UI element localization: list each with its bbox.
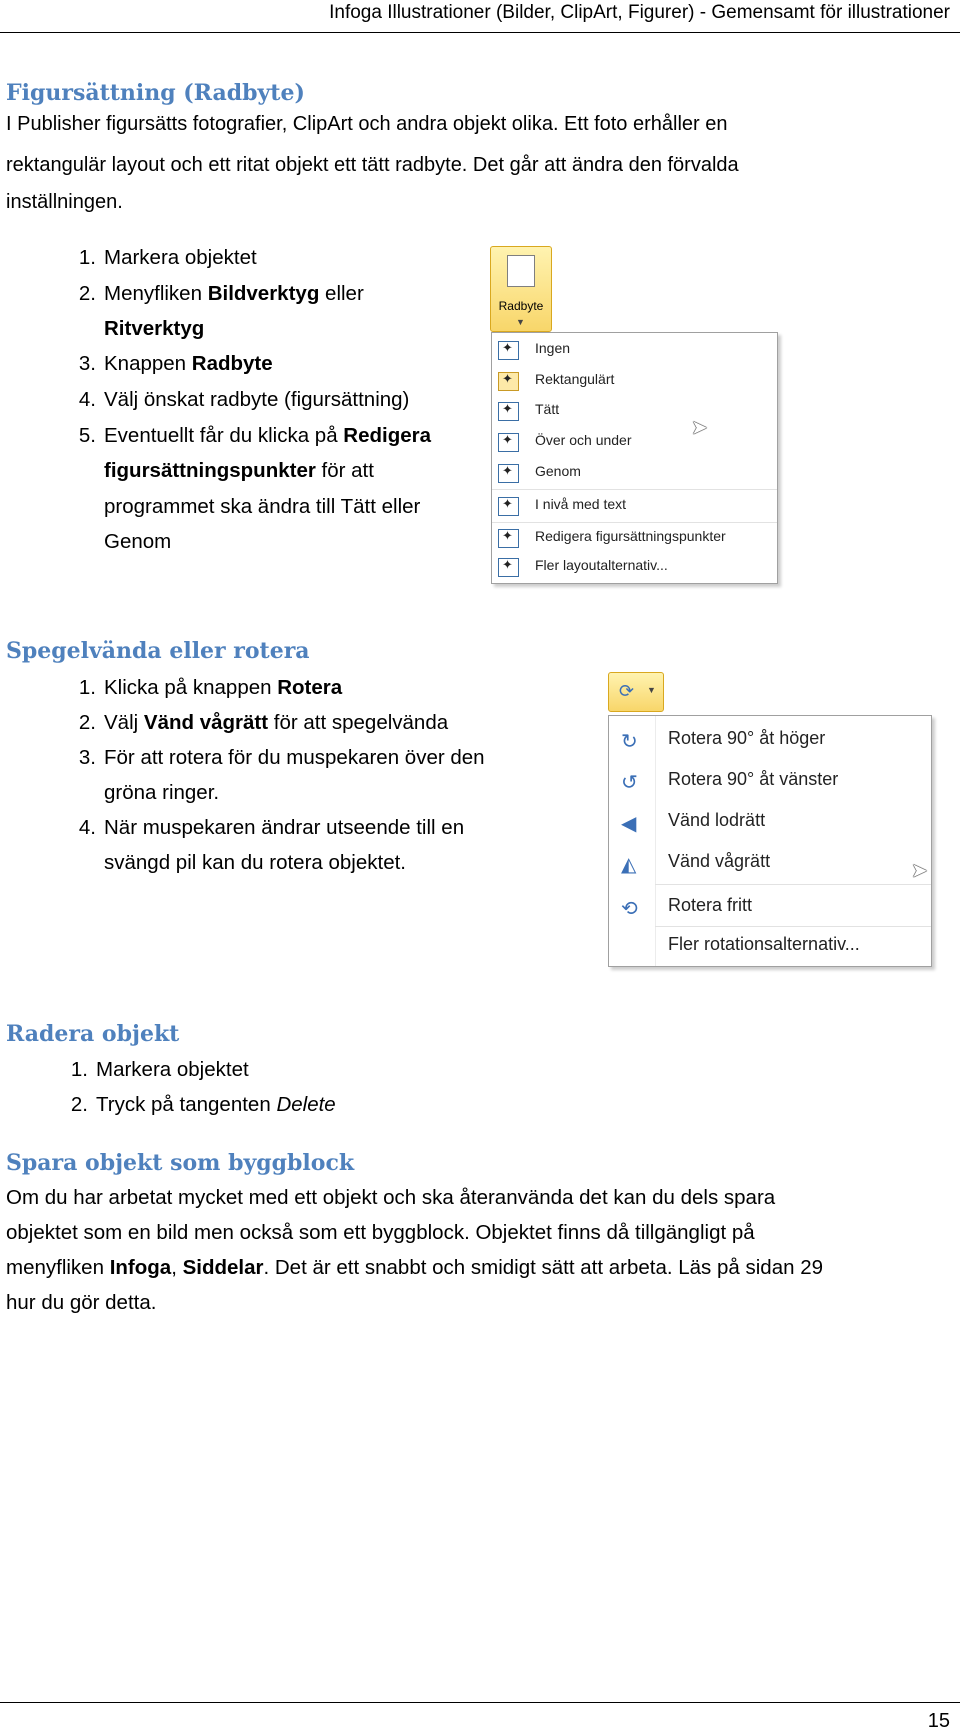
mouse-pointer-icon: ➤ [911,860,928,882]
step-bold: Bildverktyg [207,282,320,305]
save-bold: Infoga [109,1256,172,1279]
menu-item-flip-vertical[interactable] [609,803,931,841]
step-number: 5. [78,424,96,447]
menu-item-label: Genom [535,463,581,479]
menu-item-free-rotate[interactable] [609,888,931,926]
menu-item-label: Vänd vågrätt [668,851,771,871]
save-text: menyfliken [6,1256,110,1279]
menu-item-redigera-figursattningspunkter[interactable] [492,524,777,552]
wrap-step-5-cont-2 [104,489,420,524]
step-number: 1. [78,246,96,269]
menu-item-rotate-right[interactable] [609,721,931,759]
wrap-top-bottom-icon [498,433,519,452]
page-header [0,0,960,34]
step-bold: Redigera [343,424,432,447]
step-text: Välj önskat radbyte (figursättning) [104,388,410,411]
menu-separator [655,884,931,885]
heading-delete: Radera objekt [6,1021,180,1047]
free-rotate-icon: ⟲ [621,898,638,920]
wrap-intro-line-3: inställningen. [6,191,123,213]
step-number: 3. [78,352,96,375]
rotate-step-2 [56,705,448,740]
rotate-dropdown-menu [608,715,932,967]
delete-step-1 [48,1052,249,1087]
menu-separator [492,522,777,523]
menu-item-ingen[interactable] [492,336,777,364]
step-text: programmet ska ändra till Tätt eller [104,495,421,518]
rotate-step-1 [56,670,342,705]
page-number: 15 [927,1710,950,1732]
save-text-line-2: objektet som en bild men också som ett byggblock. Objektet finns då tillgängligt på [6,1221,755,1244]
save-text-line-3 [6,1250,823,1285]
edit-wrap-points-icon [498,529,519,548]
menu-item-tatt[interactable] [492,397,777,425]
menu-item-label: Ingen [535,340,571,356]
header-rule [0,32,960,33]
rotate-menu-screenshot [604,670,938,970]
step-number: 2. [78,282,96,305]
step-bold: Rotera [277,676,343,699]
step-text: eller [319,282,364,305]
wrap-step-2 [56,276,364,311]
delete-step-2 [48,1087,336,1122]
rotate-step-4-cont [104,845,406,880]
wrap-step-5 [56,418,431,453]
step-text: för att spegelvända [268,711,449,734]
mouse-pointer-icon: ➤ [691,417,708,439]
wrap-through-icon [498,464,519,483]
radbyte-button-label: Radbyte [498,299,544,313]
radbyte-button[interactable] [490,246,552,332]
wrap-intro-line-1: I Publisher figursätts fotografier, ClipArt och andra objekt olika. Ett foto erhåller en [6,113,728,135]
menu-item-label: Vänd lodrätt [668,810,766,830]
step-text: Knappen [104,352,192,375]
menu-item-label: Fler layoutalternativ... [535,557,668,573]
step-number: 2. [78,711,96,734]
wrap-step-5-cont-1 [104,453,374,488]
save-text-line-4: hur du gör detta. [6,1291,157,1314]
rotate-button[interactable] [608,672,664,712]
flip-vertical-icon: ◀ [621,813,637,835]
step-text: Menyfliken [104,282,208,305]
wrap-tight-icon [498,402,519,421]
menu-item-label: Fler rotationsalternativ... [668,934,860,954]
step-text: Genom [104,530,172,553]
wrap-menu-screenshot [488,240,778,585]
menu-item-i-niva-med-text[interactable] [492,492,777,520]
step-number: 4. [78,388,96,411]
menu-item-over-och-under[interactable] [492,428,777,456]
wrap-step-3 [56,346,273,381]
save-bold: Siddelar [182,1256,264,1279]
step-number: 1. [78,676,96,699]
save-text: , [171,1256,183,1279]
header-title: Infoga Illustrationer (Bilder, ClipArt, Figurer) - Gemensamt för illustrationer [329,2,950,23]
heading-wrap: Figursättning (Radbyte) [6,80,305,106]
menu-item-label: Rotera fritt [668,895,753,915]
step-text: för att [315,459,374,482]
step-bold: Radbyte [191,352,273,375]
rotate-right-icon: ↻ [621,731,638,753]
step-number: 1. [70,1058,88,1081]
wrap-step-4 [56,382,409,417]
rotate-step-4 [56,810,464,845]
wrap-dropdown-menu [491,332,778,584]
save-text: . Det är ett snabbt och smidigt sätt att arbeta. Läs på sidan 29 [263,1256,824,1279]
step-number: 2. [70,1093,88,1116]
wrap-intro-line-2: rektangulär layout och ett ritat objekt ett tätt radbyte. Det går att ändra den förvalda [6,154,739,176]
step-text: Tryck på tangenten [96,1093,277,1116]
wrap-square-icon [498,372,519,391]
heading-rotate: Spegelvända eller rotera [6,638,310,664]
wrap-step-2-cont [104,311,204,346]
step-text: För att rotera för du muspekaren över den [104,746,485,769]
menu-item-genom[interactable] [492,459,777,487]
menu-item-label: Rotera 90° åt vänster [668,769,839,789]
menu-item-label: I nivå med text [535,496,627,512]
menu-item-rektangulart[interactable] [492,367,777,395]
step-text: Klicka på knappen [104,676,278,699]
menu-item-fler-layoutalternativ[interactable] [492,553,777,581]
step-bold: figursättningspunkter [104,459,316,482]
menu-item-label: Över och under [535,432,632,448]
menu-item-rotate-left[interactable] [609,762,931,800]
menu-item-label: Redigera figursättningspunkter [535,528,726,544]
step-number: 4. [78,816,96,839]
wrap-text-icon [507,255,535,287]
layout-options-icon [498,558,519,577]
step-text: Välj [104,711,144,734]
chevron-down-icon: ▼ [647,685,656,695]
step-text: Eventuellt får du klicka på [104,424,344,447]
step-text: När muspekaren ändrar utseende till en [104,816,465,839]
rotate-icon: ⟳ [619,681,635,701]
menu-item-label: Rotera 90° åt höger [668,728,826,748]
menu-item-label: Rektangulärt [535,371,615,387]
chevron-down-icon: ▼ [516,317,525,327]
wrap-inline-icon [498,497,519,516]
save-text-line-1: Om du har arbetat mycket med ett objekt och ska återanvända det kan du dels spara [6,1186,776,1209]
wrap-step-5-cont-3 [104,524,171,559]
step-text: Markera objektet [104,246,257,269]
step-number: 3. [78,746,96,769]
step-italic: Delete [276,1093,336,1116]
flip-horizontal-icon: ◭ [621,854,637,876]
step-bold: Ritverktyg [104,317,205,340]
menu-item-more-rotation-options[interactable] [609,927,931,965]
step-text: Markera objektet [96,1058,249,1081]
menu-separator [492,489,777,490]
menu-item-flip-horizontal[interactable] [609,844,931,882]
wrap-none-icon [498,341,519,360]
step-text: svängd pil kan du rotera objektet. [104,851,406,874]
step-bold: Vänd vågrätt [143,711,269,734]
rotate-step-3 [56,740,485,775]
footer-rule [0,1702,960,1703]
heading-save: Spara objekt som byggblock [6,1150,355,1176]
rotate-step-3-cont [104,775,219,810]
wrap-step-1 [56,240,257,275]
menu-item-label: Tätt [535,401,560,417]
step-text: gröna ringer. [104,781,220,804]
rotate-left-icon: ↺ [621,772,638,794]
